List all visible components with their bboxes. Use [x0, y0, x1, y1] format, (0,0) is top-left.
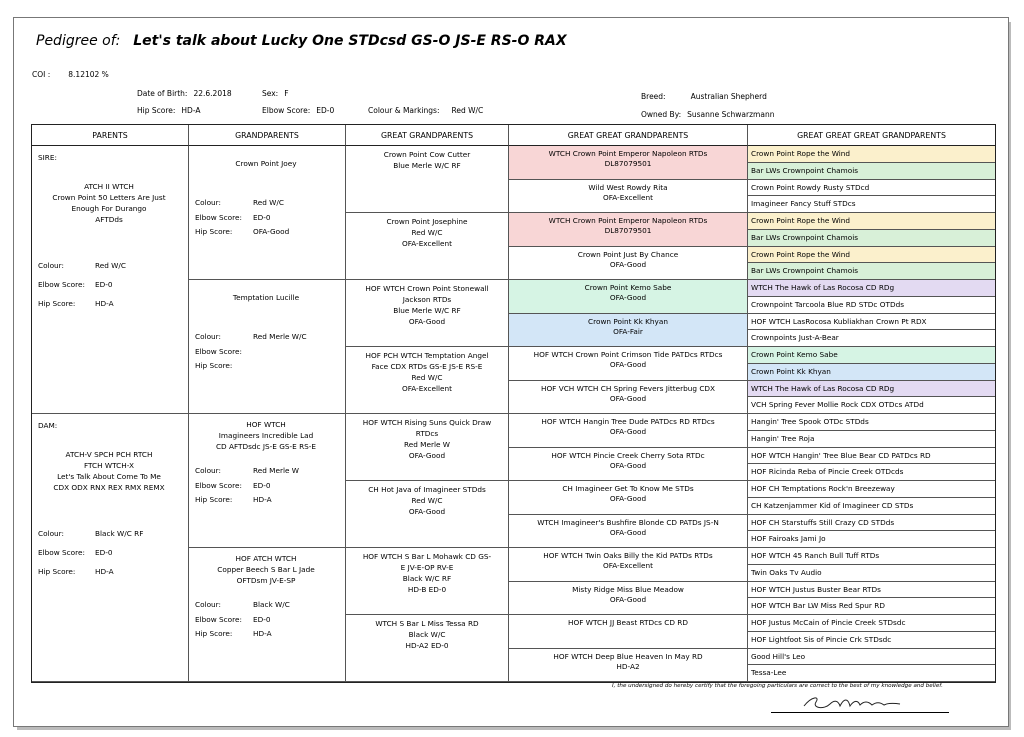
- great-great-grandparent-cell: HOF WTCH Crown Point Crimson Tide PATDcs RTDcs OFA-Good: [509, 347, 748, 381]
- dob-field: [137, 89, 232, 98]
- grandparent-name: HOF WTCH Imagineers Incredible Lad CD AFTDsdc JS-E GS-E RS-E: [215, 420, 317, 451]
- gggg-cell: HOF WTCH Justus Buster Bear RTDs: [748, 582, 995, 599]
- column-header: GREAT GREAT GRANDPARENTS: [509, 125, 748, 146]
- grandparent-elbow: [195, 481, 271, 490]
- grandparent-colour: [195, 332, 307, 341]
- column-header: PARENTS: [32, 125, 189, 146]
- dob-value: 22.6.2018: [193, 89, 232, 98]
- gggg-cell: HOF WTCH Bar LW Miss Red Spur RD: [748, 598, 995, 615]
- grandparent-name: Temptation Lucille: [232, 293, 300, 302]
- great-great-grandparent-cell: Misty Ridge Miss Blue Meadow OFA-Good: [509, 582, 748, 616]
- signature-line: [771, 712, 949, 713]
- gggg-cell: HOF CH Starstuffs Still Crazy CD STDds: [748, 515, 995, 532]
- sire-cell: [32, 146, 189, 414]
- grandparent-elbow-value: ED-0: [253, 615, 271, 624]
- parent-role: SIRE:: [38, 153, 57, 162]
- great-grandparent-cell: CH Hot Java of Imagineer STDds Red W/C OFA-Good: [346, 481, 509, 548]
- grandparent-cell: [189, 146, 346, 280]
- gggg-cell: Crown Point Rowdy Rusty STDcd: [748, 180, 995, 197]
- great-great-grandparent-cell: HOF WTCH Pincie Creek Cherry Sota RTDc OFA-Good: [509, 448, 748, 482]
- grandparent-elbow-value: ED-0: [253, 481, 271, 490]
- great-grandparent-cell: HOF WTCH Rising Suns Quick Draw RTDcs Red Merle W OFA-Good: [346, 414, 509, 481]
- parent-elbow-label: Elbow Score:: [38, 548, 85, 557]
- gggg-cell: Twin Oaks Tv Audio: [748, 565, 995, 582]
- great-great-grandparent-cell: Crown Point Just By Chance OFA-Good: [509, 247, 748, 281]
- parent-role: DAM:: [38, 421, 58, 430]
- gggg-cell: HOF CH Temptations Rock'n Breezeway: [748, 481, 995, 498]
- great-great-grandparent-cell: HOF WTCH JJ Beast RTDcs CD RD: [509, 615, 748, 649]
- great-great-grandparent-cell: WTCH Imagineer's Bushfire Blonde CD PATDs JS-N OFA-Good: [509, 515, 748, 549]
- great-grandparent-cell: HOF PCH WTCH Temptation Angel Face CDX RTDs GS-E JS-E RS-E Red W/C OFA-Excellent: [346, 347, 509, 414]
- gggg-cell: Bar LWs Crownpoint Chamois: [748, 263, 995, 280]
- great-grandparent-cell: WTCH S Bar L Miss Tessa RD Black W/C HD-A2 ED-0: [346, 615, 509, 682]
- great-great-grandparent-cell: WTCH Crown Point Emperor Napoleon RTDs DL87079501: [509, 146, 748, 180]
- great-grandparent-cell: HOF WTCH Crown Point Stonewall Jackson RTDs Blue Merle W/C RF OFA-Good: [346, 280, 509, 347]
- gggg-cell: HOF Justus McCain of Pincie Creek STDsdc: [748, 615, 995, 632]
- grandparent-hip-value: HD-A: [253, 495, 272, 504]
- color-value: Red W/C: [451, 106, 484, 115]
- gggg-cell: Crown Point Rope the Wind: [748, 146, 995, 163]
- signature: [800, 692, 910, 714]
- great-great-grandparent-cell: Crown Point Kemo Sabe OFA-Good: [509, 280, 748, 314]
- grandparent-elbow: [195, 213, 271, 222]
- gggg-cell: Tessa-Lee: [748, 665, 995, 682]
- grandparent-hip-label: Hip Score:: [195, 495, 233, 504]
- grandparent-hip-value: OFA-Good: [253, 227, 290, 236]
- parent-hip-label: Hip Score:: [38, 567, 76, 576]
- grandparent-name: HOF ATCH WTCH Copper Beech S Bar L Jade OFTDsm JV-E-SP: [217, 554, 315, 585]
- gggg-cell: Crown Point Rope the Wind: [748, 213, 995, 230]
- grandparent-elbow: [195, 615, 271, 624]
- parent-colour-value: Red W/C: [95, 261, 126, 270]
- grandparent-colour-value: Red Merle W: [253, 466, 300, 475]
- parent-elbow-label: Elbow Score:: [38, 280, 85, 289]
- parent-hip-value: HD-A: [95, 299, 114, 308]
- gggg-cell: Hangin' Tree Roja: [748, 431, 995, 448]
- parent-colour-value: Black W/C RF: [95, 529, 144, 538]
- parent-name: ATCH-V SPCH PCH RTCH FTCH WTCH-X Let's Talk About Come To Me CDX ODX RNX REX RMX REMX: [53, 450, 165, 492]
- grandparent-elbow-label: Elbow Score:: [195, 615, 242, 624]
- grandparent-elbow-label: Elbow Score:: [195, 481, 242, 490]
- breed-label: Breed:: [641, 92, 666, 101]
- gggg-cell: Crownpoint Tarcoola Blue RD STDc OTDds: [748, 297, 995, 314]
- hip-field: [137, 106, 201, 115]
- grandparent-hip: [195, 495, 272, 504]
- parent-hip: [38, 299, 114, 308]
- grandparent-colour-label: Colour:: [195, 600, 222, 609]
- parent-elbow-value: ED-0: [95, 548, 113, 557]
- hip-label: Hip Score:: [137, 106, 176, 115]
- great-great-grandparent-cell: HOF VCH WTCH CH Spring Fevers Jitterbug CDX OFA-Good: [509, 381, 748, 415]
- great-grandparent-cell: Crown Point Cow Cutter Blue Merle W/C RF: [346, 146, 509, 213]
- parent-colour-label: Colour:: [38, 529, 65, 538]
- elbow-field: [262, 106, 334, 115]
- grandparent-cell: [189, 548, 346, 682]
- grandparent-hip: [195, 227, 290, 236]
- parent-colour-label: Colour:: [38, 261, 65, 270]
- gggg-cell: WTCH The Hawk of Las Rocosa CD RDg: [748, 381, 995, 398]
- hip-value: HD-A: [181, 106, 201, 115]
- great-great-grandparent-cell: HOF WTCH Twin Oaks Billy the Kid PATDs RTDs OFA-Excellent: [509, 548, 748, 582]
- grandparent-hip-label: Hip Score:: [195, 227, 233, 236]
- sex-value: F: [284, 89, 289, 98]
- parent-elbow: [38, 280, 113, 289]
- grandparent-elbow-label: Elbow Score:: [195, 347, 242, 356]
- dob-label: Date of Birth:: [137, 89, 188, 98]
- certification-text: I, the undersigned do hereby certify that the foregoing particulars are correct to the best of my knowledge and belief.: [612, 683, 943, 689]
- gggg-cell: Crown Point Kemo Sabe: [748, 347, 995, 364]
- great-great-grandparent-cell: WTCH Crown Point Emperor Napoleon RTDs DL87079501: [509, 213, 748, 247]
- gggg-cell: HOF WTCH 45 Ranch Bull Tuff RTDs: [748, 548, 995, 565]
- grandparent-colour: [195, 466, 300, 475]
- title-label: Pedigree of:: [36, 33, 121, 49]
- grandparent-name: Crown Point Joey: [235, 159, 297, 168]
- gggg-cell: HOF WTCH Hangin' Tree Blue Bear CD PATDcs RD: [748, 448, 995, 465]
- grandparent-hip-label: Hip Score:: [195, 629, 233, 638]
- grandparent-colour-label: Colour:: [195, 198, 222, 207]
- column-header: GREAT GRANDPARENTS: [346, 125, 509, 146]
- breed-value: Australian Shepherd: [690, 92, 767, 101]
- parent-elbow-value: ED-0: [95, 280, 113, 289]
- color-field: [368, 106, 483, 115]
- grandparent-hip: [195, 629, 272, 638]
- gggg-cell: WTCH The Hawk of Las Rocosa CD RDg: [748, 280, 995, 297]
- gggg-cell: HOF Lightfoot Sis of Pincie Crk STDsdc: [748, 632, 995, 649]
- coi: [32, 70, 109, 79]
- column-header: GRANDPARENTS: [189, 125, 346, 146]
- grandparent-cell: [189, 414, 346, 548]
- grandparent-elbow-value: ED-0: [253, 213, 271, 222]
- gggg-cell: Imagineer Fancy Stuff STDcs: [748, 196, 995, 213]
- grandparent-cell: [189, 280, 346, 414]
- gggg-cell: Crown Point Rope the Wind: [748, 247, 995, 264]
- parent-name: ATCH II WTCH Crown Point 50 Letters Are Just Enough For Durango AFTDds: [52, 182, 166, 224]
- gggg-cell: Bar LWs Crownpoint Chamois: [748, 230, 995, 247]
- gggg-cell: HOF Ricinda Reba of Pincie Creek OTDcds: [748, 464, 995, 481]
- parent-colour: [38, 529, 144, 538]
- grandparent-colour-value: Black W/C: [253, 600, 290, 609]
- great-great-grandparent-cell: Wild West Rowdy Rita OFA-Excellent: [509, 180, 748, 214]
- great-great-grandparent-cell: CH Imagineer Get To Know Me STDs OFA-Good: [509, 481, 748, 515]
- great-grandparent-cell: HOF WTCH S Bar L Mohawk CD GS- E JV-E-OP RV-E Black W/C RF HD-B ED-0: [346, 548, 509, 615]
- elbow-label: Elbow Score:: [262, 106, 311, 115]
- gggg-cell: HOF Fairoaks Jami Jo: [748, 531, 995, 548]
- dog-name: Let's talk about Lucky One STDcsd GS-O JS-E RS-O RAX: [133, 33, 567, 49]
- gggg-cell: CH Katzenjammer Kid of Imagineer CD STDs: [748, 498, 995, 515]
- pedigree-table: [31, 124, 996, 683]
- grandparent-elbow-label: Elbow Score:: [195, 213, 242, 222]
- great-grandparent-cell: Crown Point Josephine Red W/C OFA-Excellent: [346, 213, 509, 280]
- owner-field: [641, 110, 774, 119]
- great-great-grandparent-cell: HOF WTCH Hangin Tree Dude PATDcs RD RTDcs OFA-Good: [509, 414, 748, 448]
- gggg-cell: Hangin' Tree Spook OTDc STDds: [748, 414, 995, 431]
- grandparent-colour: [195, 198, 284, 207]
- owner-label: Owned By:: [641, 110, 682, 119]
- gggg-cell: Crownpoints Just-A-Bear: [748, 330, 995, 347]
- coi-label: COI :: [32, 70, 51, 79]
- grandparent-elbow: [195, 347, 242, 356]
- gggg-cell: HOF WTCH LasRocosa Kubliakhan Crown Pt RDX: [748, 314, 995, 331]
- color-label: Colour & Markings:: [368, 106, 440, 115]
- gggg-cell: Crown Point Kk Khyan: [748, 364, 995, 381]
- great-great-grandparent-cell: HOF WTCH Deep Blue Heaven In May RD HD-A2: [509, 649, 748, 683]
- parent-hip-value: HD-A: [95, 567, 114, 576]
- dam-cell: [32, 414, 189, 682]
- column-header: GREAT GREAT GREAT GRANDPARENTS: [748, 125, 995, 146]
- grandparent-hip-label: Hip Score:: [195, 361, 233, 370]
- grandparent-colour-value: Red W/C: [253, 198, 284, 207]
- parent-hip-label: Hip Score:: [38, 299, 76, 308]
- elbow-value: ED-0: [316, 106, 335, 115]
- grandparent-colour: [195, 600, 290, 609]
- breed-field: [641, 92, 767, 101]
- coi-value: 8.12102 %: [68, 70, 109, 79]
- parent-hip: [38, 567, 114, 576]
- grandparent-colour-value: Red Merle W/C: [253, 332, 307, 341]
- parent-colour: [38, 261, 126, 270]
- grandparent-hip: [195, 361, 232, 370]
- gggg-cell: Good Hill's Leo: [748, 649, 995, 666]
- grandparent-colour-label: Colour:: [195, 332, 222, 341]
- sex-field: [262, 89, 289, 98]
- great-great-grandparent-cell: Crown Point Kk Khyan OFA-Fair: [509, 314, 748, 348]
- pedigree-title: [36, 33, 567, 49]
- parent-elbow: [38, 548, 113, 557]
- gggg-cell: VCH Spring Fever Mollie Rock CDX OTDcs ATDd: [748, 397, 995, 414]
- gggg-cell: Bar LWs Crownpoint Chamois: [748, 163, 995, 180]
- owner-value: Susanne Schwarzmann: [687, 110, 775, 119]
- grandparent-colour-label: Colour:: [195, 466, 222, 475]
- grandparent-hip-value: HD-A: [253, 629, 272, 638]
- sex-label: Sex:: [262, 89, 279, 98]
